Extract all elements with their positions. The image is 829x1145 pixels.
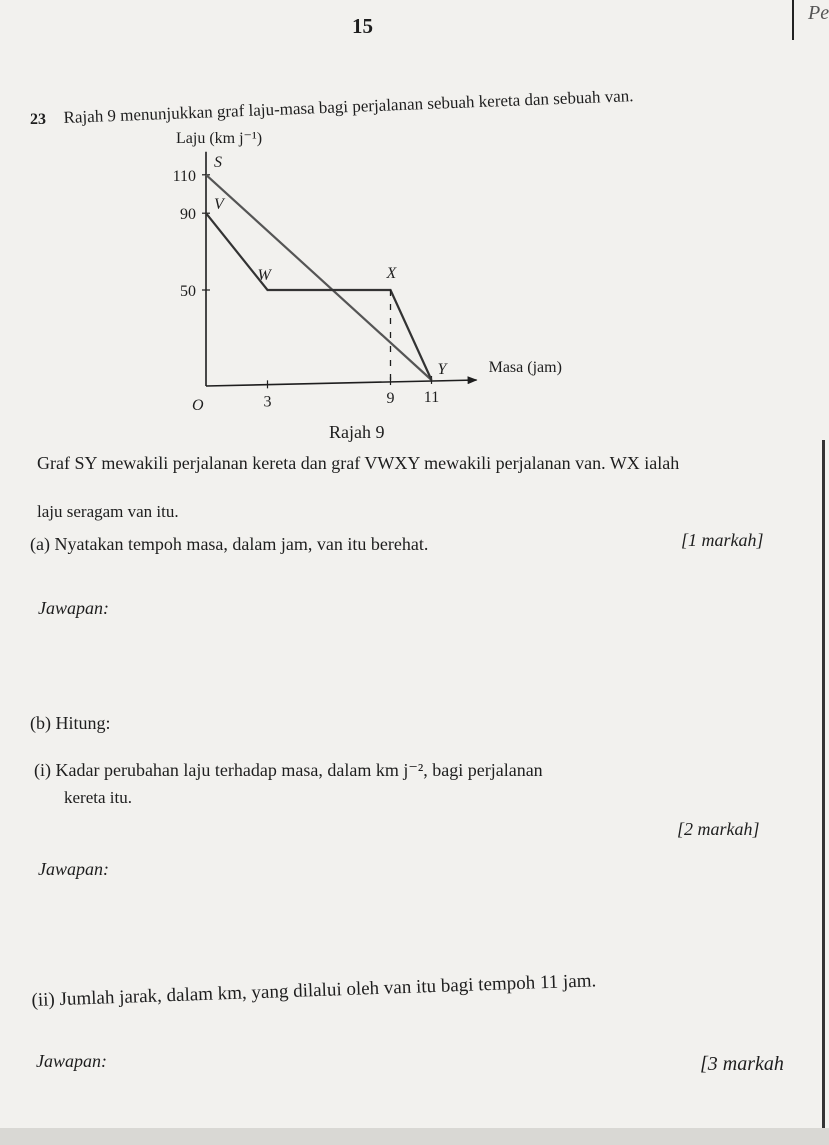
- x-tick-label: 9: [386, 390, 395, 408]
- point-label-x: X: [386, 265, 397, 282]
- part-b-i-answer-label: Jawapan:: [38, 859, 109, 879]
- y-axis-label: Laju (km j⁻¹): [176, 130, 263, 147]
- question-intro: Rajah 9 menunjukkan graf laju-masa bagi perjalanan sebuah kereta dan sebuah van.: [63, 86, 634, 128]
- part-b-ii-marks: [3 markah: [700, 1053, 784, 1075]
- speed-time-graph: [0, 0, 829, 440]
- point-label-y: Y: [437, 361, 447, 378]
- part-b-i-question-cont: kereta itu.: [64, 788, 132, 807]
- part-b-i-marks: [2 markah]: [677, 819, 760, 839]
- origin-label: O: [192, 397, 204, 414]
- x-axis: [206, 380, 477, 386]
- part-a-question: (a) Nyatakan tempoh masa, dalam jam, van itu berehat.: [30, 534, 429, 554]
- x-axis-label: Masa (jam): [488, 359, 562, 376]
- question-number: 23: [30, 111, 46, 128]
- graph-description-cont: laju seragam van itu.: [37, 502, 179, 521]
- page-edge: [822, 440, 825, 1130]
- point-label-s: S: [214, 153, 222, 171]
- part-a-answer-label: Jawapan:: [38, 598, 109, 618]
- y-tick-label: 90: [180, 206, 196, 224]
- figure-caption: Rajah 9: [329, 422, 385, 442]
- series-line-2: [206, 213, 432, 380]
- part-b-i-question: (i) Kadar perubahan laju terhadap masa, dalam km j⁻², bagi perjalanan: [34, 760, 543, 780]
- part-a-marks: [1 markah]: [681, 530, 764, 550]
- part-b-ii-question: (ii) Jumlah jarak, dalam km, yang dilalui oleh van itu bagi tempoh 11 jam.: [31, 970, 597, 1012]
- y-tick-label: 50: [180, 283, 196, 300]
- x-tick-label: 3: [263, 393, 272, 411]
- page-shadow: [0, 1128, 829, 1145]
- side-mark: Pe: [808, 2, 829, 24]
- y-tick-label: 110: [172, 167, 196, 185]
- series-line-1: [206, 175, 432, 380]
- page-number: 15: [352, 14, 373, 38]
- part-b-ii-answer-label: Jawapan:: [36, 1051, 107, 1071]
- point-label-w: W: [257, 267, 271, 284]
- point-label-v: V: [214, 196, 224, 214]
- graph-description: Graf SY mewakili perjalanan kereta dan graf VWXY mewakili perjalanan van. WX ialah: [37, 453, 680, 473]
- x-tick-label: 11: [423, 388, 440, 406]
- part-b-heading: (b) Hitung:: [30, 713, 111, 733]
